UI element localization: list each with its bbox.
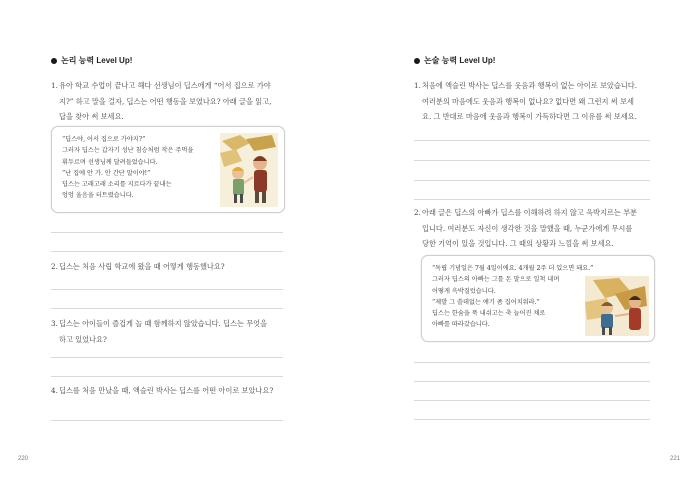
right-page	[350, 0, 700, 478]
question-4: 4.딥스를 처음 만났을 때, 액슬린 박사는 딥스를 어떤 아이로 보았나요?	[51, 386, 274, 395]
boy-and-father-illustration	[585, 276, 649, 336]
writing-heading: 논술 능력 Level Up!	[414, 55, 495, 66]
question-2: 2.딥스는 처음 사립 학교에 왔을 때 어떻게 행동했나요?	[51, 262, 225, 271]
answer-line[interactable]	[414, 160, 650, 161]
question-2: 2.아래 글은 딥스의 아빠가 딥스를 이해하려 하지 않고 윽박지르는 부분 입니다. 여러분도 자신이 생각한 것을 말했을 때, 누군가에게 무시를 당한 기억이 있을 것입니다. 그 때의 상황과 느낌을 써 보세요.	[414, 208, 637, 248]
answer-line[interactable]	[51, 357, 283, 358]
quote-box	[51, 126, 285, 213]
answer-line[interactable]	[414, 140, 650, 141]
question-1: 1.유아 학교 수업이 끝나고 해다 선생님이 딥스에게 “어서 집으로 가야 지?” 하고 말을 걸자, 딥스는 어떤 행동을 보였나요? 아래 글을 읽고, 답을 찾아 써 보세요.	[51, 81, 272, 121]
answer-line[interactable]	[414, 362, 650, 363]
page-number: 220	[18, 456, 29, 462]
answer-line[interactable]	[414, 180, 650, 181]
answer-line[interactable]	[414, 381, 650, 382]
answer-line[interactable]	[414, 400, 650, 401]
bullet-icon	[414, 58, 420, 64]
answer-line[interactable]	[51, 420, 283, 421]
quote-text: “독립 기념일은 7월 4일이에요. 4개월 2주 더 있으면 돼요.” 그러자 딥스의 아빠는 그를 돈 말으로 일척 내며 어떻게 윽박질렀습니다. “제발 그 쓸데없는 얘기 좀 집어치워라.” 딥스는 한숨을 푹 내쉬고는 축 늘어진 채로 아빠를 따라갔습니다.	[432, 265, 594, 329]
quote-text: “딥스야, 어서 집으로 가야지?” 그러자 딥스는 갑자기 성난 침승처럼 작은 주먹을 휘두르며 선생님께 달려들었습니다. “난 집에 안 가. 안 간단 말이야!” 딥스는 고래고래 소리를 지르다가 끝내는 엉엉 울음을 터트렸습니다.	[62, 136, 194, 200]
question-3: 3.딥스는 아이들이 즐겁게 놀 때 함께하지 않았습니다. 딥스는 무엇을 하고 있었나요?	[51, 319, 268, 344]
answer-line[interactable]	[51, 289, 283, 290]
answer-line[interactable]	[51, 251, 283, 252]
answer-line[interactable]	[414, 419, 650, 420]
answer-line[interactable]	[51, 232, 283, 233]
logic-heading: 논리 능력 Level Up!	[51, 55, 132, 66]
boy-and-teacher-illustration	[220, 133, 278, 207]
bullet-icon	[51, 58, 57, 64]
answer-line[interactable]	[51, 376, 283, 377]
quote-box	[421, 255, 655, 342]
question-1: 1.처음에 액슬린 박사는 딥스를 웃음과 행복이 없는 아이로 보았습니다. 여러분의 마음에도 웃음과 행복이 없나요? 없다면 왜 그런지 써 보세 요. 그 반대로 마음에 웃음과 행복이 가득하다면 그 이유를 써 보세요.	[414, 81, 637, 121]
answer-line[interactable]	[51, 308, 283, 309]
page-number: 221	[670, 456, 681, 462]
answer-line[interactable]	[414, 199, 650, 200]
